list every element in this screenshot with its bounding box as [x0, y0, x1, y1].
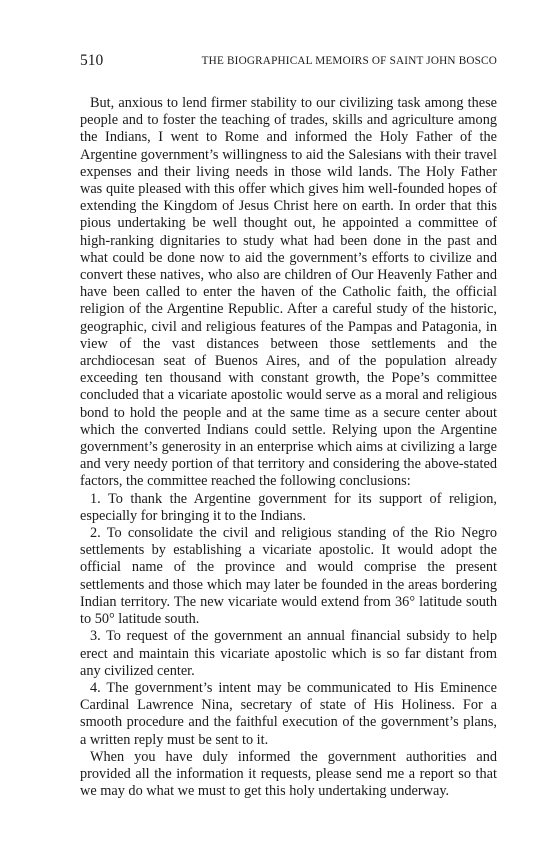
conclusion-item-2: 2. To consolidate the civil and religious standing of the Rio Negro settlements by establishing a vicariate apostolic. It would adopt the official name of the province and would comprise the present settlements and those which may later be founded in the areas bordering Indian territory. The new vicariate would extend from 36° latitude south to 50° latitude south.: [80, 525, 497, 628]
page-number: 510: [80, 52, 104, 69]
conclusion-item-4: 4. The government’s intent may be communicated to His Eminence Cardinal Lawrence Nina, secretary of state of His Holiness. For a smooth procedure and the faithful execution of the government’s plans, a written reply must be sent to it.: [80, 679, 497, 748]
body-text: [80, 95, 497, 800]
paragraph-committee-conclusions: But, anxious to lend firmer stability to our civilizing task among these people and to foster the teaching of trades, skills and agriculture among the Indians, I went to Rome and informed the Holy Father of the Argentine government’s willingness to aid the Salesians with their travel expenses and their living needs in those wild lands. The Holy Father was quite pleased with this offer which gives him well-founded hopes of extending the Kingdom of Jesus Christ here on earth. In order that this pious undertaking be well thought out, he appointed a committee of high-ranking dignitaries to study what had been done in the past and what could be done now to aid the government’s efforts to civilize and convert these natives, who also are children of Our Heavenly Father and have been called to enter the haven of the Catholic faith, the official religion of the Argentine Republic. After a careful study of the historic, geographic, civil and religious features of the Pampas and Patagonia, in view of the vast distances between those settlements and the archdiocesan seat of Buenos Aires, and of the population already exceeding ten thousand with constant growth, the Pope’s committee concluded that a vicariate apostolic would serve as a moral and religious bond to hold the people and at the same time as a secure center about which the converted Indians could settle. Relying upon the Argentine government’s generosity in an enterprise which aims at civilizing a large and very needy portion of that territory and considering the above-stated factors, the committee reached the following conclusions:: [80, 95, 497, 490]
paragraph-closing-request: When you have duly informed the government authorities and provided all the information it requests, please send me a report so that we may do what we must to get this holy undertaking underway.: [80, 748, 497, 800]
conclusion-item-1: 1. To thank the Argentine government for its support of religion, especially for bringing it to the Indians.: [80, 490, 497, 524]
running-head: [80, 52, 497, 74]
conclusion-item-3: 3. To request of the government an annual financial subsidy to help erect and maintain this vicariate apostolic which is so far distant from any civilized center.: [80, 628, 497, 679]
running-title: THE BIOGRAPHICAL MEMOIRS OF SAINT JOHN BOSCO: [201, 55, 497, 67]
